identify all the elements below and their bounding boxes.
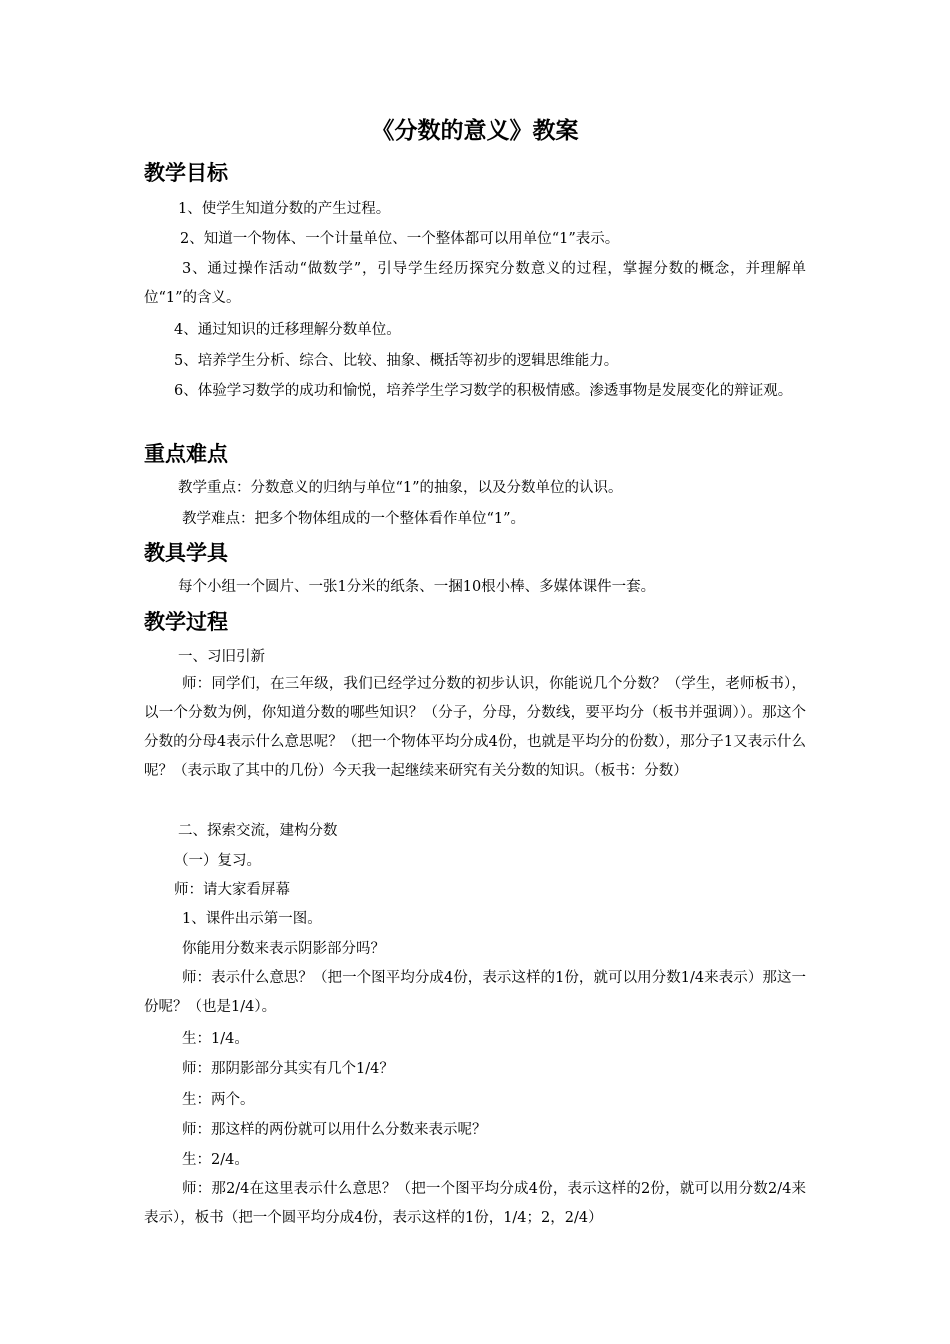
process-review: （一）复习。 bbox=[174, 853, 261, 869]
heading-objectives: 教学目标 bbox=[144, 161, 228, 185]
heading-key-points: 重点难点 bbox=[144, 442, 228, 466]
document-title: 《分数的意义》教案 bbox=[371, 118, 579, 144]
objective-1: 1、使学生知道分数的产生过程。 bbox=[178, 201, 391, 217]
process-line-answer-3: 生：2/4。 bbox=[182, 1152, 249, 1168]
process-line-answer-1: 生：1/4。 bbox=[182, 1031, 249, 1047]
process-line-how-many: 师：那阴影部分其实有几个1/4？ bbox=[182, 1061, 394, 1077]
objective-5: 5、培养学生分析、综合、比较、抽象、概括等初步的逻辑思维能力。 bbox=[174, 353, 619, 369]
key-point: 教学重点：分数意义的归纳与单位“1”的抽象，以及分数单位的认识。 bbox=[178, 480, 623, 496]
process-line-answer-2: 生：两个。 bbox=[182, 1092, 255, 1108]
process-line-question: 你能用分数来表示阴影部分吗？ bbox=[182, 941, 385, 957]
process-intro-paragraph: 师：同学们，在三年级，我们已经学过分数的初步认识，你能说几个分数？（学生，老师板书），以一个分数为例，你知道分数的哪些知识？（分子，分母，分数线，要平均分（板书并强调））。那这个分数的分母4表示什么意思呢？（把一个物体平均分成4份，也就是平均分的份数），那分子1又表示什么呢？（表示取了其中的几份）今天我一起继续来研究有关分数的知识。（板书：分数） bbox=[144, 676, 806, 779]
heading-materials: 教具学具 bbox=[144, 541, 228, 565]
process-line-board: 师：那2/4在这里表示什么意思？（把一个图平均分成4份，表示这样的2份，就可以用分数2/4来表示），板书（把一个圆平均分成4份，表示这样的1份，1/4；2，2/4） bbox=[144, 1181, 806, 1226]
process-part-2: 二、探索交流，建构分数 bbox=[178, 823, 338, 839]
objective-4: 4、通过知识的迁移理解分数单位。 bbox=[174, 322, 401, 338]
process-line-two-parts: 师：那这样的两份就可以用什么分数来表示呢？ bbox=[182, 1122, 487, 1138]
difficult-point: 教学难点：把多个物体组成的一个整体看作单位“1”。 bbox=[182, 511, 526, 527]
process-line-figure: 1、课件出示第一图。 bbox=[182, 911, 322, 927]
process-line-screen: 师：请大家看屏幕 bbox=[174, 882, 290, 898]
heading-process: 教学过程 bbox=[144, 610, 228, 634]
process-part-1: 一、习旧引新 bbox=[178, 649, 265, 665]
materials-text: 每个小组一个圆片、一张1分米的纸条、一捆10根小棒、多媒体课件一套。 bbox=[178, 579, 656, 595]
objective-2: 2、知道一个物体、一个计量单位、一个整体都可以用单位“1”表示。 bbox=[180, 231, 620, 247]
process-line-meaning: 师：表示什么意思？（把一个图平均分成4份，表示这样的1份，就可以用分数1/4来表示）那这一份呢？（也是1/4）。 bbox=[144, 970, 806, 1015]
objective-3: 3、通过操作活动“做数学”，引导学生经历探究分数意义的过程，掌握分数的概念，并理解单位“1”的含义。 bbox=[144, 261, 806, 306]
objective-6: 6、体验学习数学的成功和愉悦，培养学生学习数学的积极情感。渗透事物是发展变化的辩证观。 bbox=[174, 383, 793, 399]
